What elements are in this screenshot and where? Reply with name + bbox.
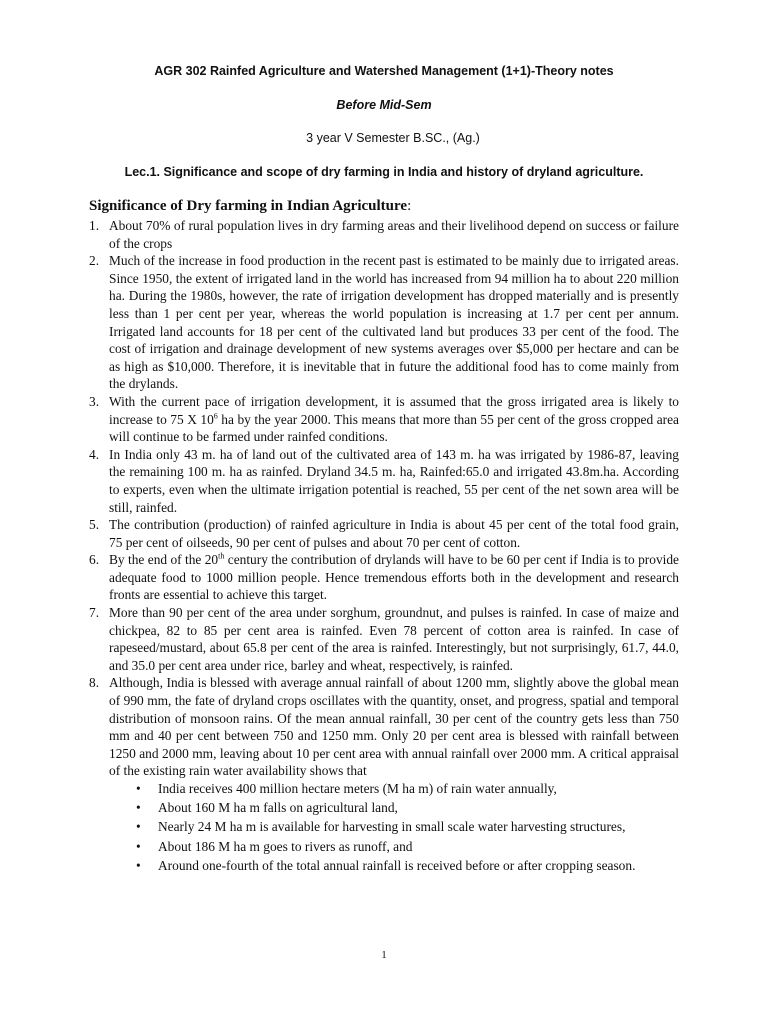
term-label: Before Mid-Sem (336, 98, 432, 112)
bullet-icon: • (136, 800, 141, 816)
bullet-item: • About 186 M ha m goes to rivers as runoff, and (136, 838, 413, 854)
superscript: th (218, 551, 225, 561)
bullet-icon: • (136, 838, 141, 854)
bullet-item: • About 160 M ha m falls on agricultural land, (136, 800, 398, 816)
document-body (89, 196, 679, 876)
section-heading-colon: : (407, 198, 412, 214)
list-item: 3. With the current pace of irrigation development, it is assumed that the gross irrigated area is likely to increase to 75 X $10^6$ ha by the year 2000. This means that more than 55 per cent of the gross cropped area will continue to be farmed under rainfed conditions. (89, 393, 679, 445)
bullet-item: • India receives 400 million hectare meters (M ha m) of rain water annually, (136, 781, 557, 796)
section-heading-text: Significance of Dry farming in Indian Agriculture (89, 198, 408, 214)
list-item: 7. More than 90 per cent of the area under sorghum, groundnut, and pulses is rainfed. In case of maize and chickpea, 82 to 85 per cent area is rainfed. Even 78 percent of cotton area is rainfed. In case of rapeseed/mustard, about 65.8 per cent of the area is rainfed. Interestingly, but not surprisingly, 61.7, 44.0, and 35.0 per cent area under rice, barley and wheat, respectively, is rainfed. (89, 605, 679, 673)
bullet-icon: • (136, 857, 141, 873)
lecture-title: Lec.1. Significance and scope of dry farming in India and history of dryland agriculture. (124, 165, 644, 179)
bullet-icon: • (136, 781, 141, 796)
list-item: 6. By the end of the 20th century the contribution of drylands will have to be 60 per cent if India is to provide adequate food to 1000 million people. Hence tremendous efforts both in the development and research fronts are essential to achieve this target. (89, 551, 680, 603)
list-item: 1. About 70% of rural population lives in dry farming areas and their livelihood depend on success or failure of the crops (89, 218, 679, 251)
list-item: 8. Although, India is blessed with average annual rainfall of about 1200 mm, slightly above the global mean of 990 mm, the fate of dryland crops oscillates with the quantity, onset, and progress, spatial and temporal distribution of monsoon rains. Of the mean annual rainfall, 30 per cent of the country gets less than 750 mm and 40 per cent between 750 and 1250 mm. Only 20 per cent area is blessed with rainfall between 1250 and 2000 mm, leaving about 10 per cent area with annual rainfall over 2000 mm. A critical appraisal of the existing rain water availability shows that • India receives 400 million hectare meters (M ha m) of rain water annually, • About 160 M ha m falls on agricultural land, • Nearly 24 M ha m is available for harvesting in small scale water harvesting structures, • About 186 M ha m goes to rivers as runoff, and • Around one-fourth of the total annual rainfall is received before or after cropping season. (89, 675, 679, 873)
list-item: 5. The contribution (production) of rainfed agriculture in India is about 45 per cent of the total food grain, 75 per cent of oilseeds, 90 per cent of pulses and about 70 per cent of cotton. (89, 517, 679, 550)
bullet-item: • Around one-fourth of the total annual rainfall is received before or after cropping season. (136, 857, 636, 873)
bullet-item: • Nearly 24 M ha m is available for harvesting in small scale water harvesting structures, (136, 819, 626, 835)
page-number: 1 (381, 949, 387, 961)
list-item: 4. In India only 43 m. ha of land out of the cultivated area of 143 m. ha was irrigated by 1986-87, leaving the remaining 100 m. ha as rainfed. Dryland 34.5 m. ha, Rainfed:65.0 and irrigated 43.8m.ha. According to experts, even when the ultimate irrigation potential is reached, 55 per cent of the net sown area will be still, rainfed. (89, 446, 679, 515)
semester-label: 3 year V Semester B.SC., (Ag.) (306, 131, 480, 145)
section-heading (89, 196, 679, 216)
bullet-icon: • (136, 819, 141, 835)
list-item: 2. Much of the increase in food production in the recent past is estimated to be mainly due to irrigated areas. Since 1950, the extent of irrigated land in the world has increased from 94 million ha to about 220 million ha. During the 1980s, however, the rate of irrigation development has dropped materially and is presently less than 1 per cent per year, whereas the world population is increasing at 1.7 per cent per annum. Irrigated land accounts for 18 per cent of the cultivated land but produces 33 per cent of the food. The cost of irrigation and drainage development of new systems averages over $5,000 per hectare and can be as high as $10,000. Therefore, it is inevitable that in future the additional food has to come mainly from the drylands. (89, 253, 679, 392)
course-title: AGR 302 Rainfed Agriculture and Watershed Management (1+1)-Theory notes (154, 64, 614, 78)
rainwater-bullets (109, 780, 679, 874)
superscript: 6 (213, 411, 218, 421)
significance-list (89, 217, 679, 874)
